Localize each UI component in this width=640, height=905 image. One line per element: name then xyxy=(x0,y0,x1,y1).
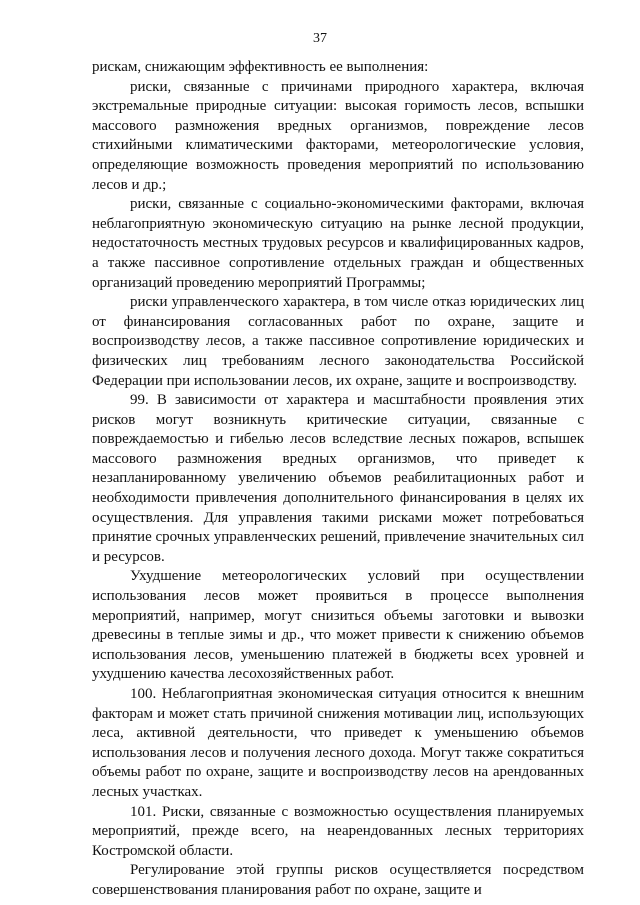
paragraph-risk-regulation: Регулирование этой группы рисков осуществляется посредством совершенствования планирования работ по охране, защите и xyxy=(92,862,584,898)
paragraph-management-risks: риски управленческого характера, в том числе отказ юридических лиц от финансирования согласованных работ по охране, защите и воспроизводству лесов, а также пассивное сопротивление юридических и физических лиц требованиям лесного законодательства Российской Федерации при использовании лесов, их охране, защите и воспроизводству. xyxy=(92,294,584,389)
page-number: 37 xyxy=(313,31,327,46)
paragraph-socioeconomic-risks: риски, связанные с социально-экономическими факторами, включая неблагоприятную экономическую ситуацию на рынке лесной продукции, недостаточность местных трудовых ресурсов и квалифицированных кадров, а также пассивное сопротивление отдельных граждан и общественных организаций проведению мероприятий Программы; xyxy=(92,196,584,291)
document-body xyxy=(92,58,584,901)
paragraph-weather-conditions: Ухудшение метеорологических условий при осуществлении использования лесов может проявиться в процессе выполнения мероприятий, например, могут снизиться объемы заготовки и вывозки древесины в теплые зимы и др., что может привести к снижению объемов использования лесов, уменьшению платежей в бюджеты всех уровней и ухудшению качества лесохозяйственных работ. xyxy=(92,568,584,683)
paragraph-risks-intro: рискам, снижающим эффективность ее выполнения: xyxy=(92,59,429,75)
paragraph-item-99: 99. В зависимости от характера и масштабности проявления этих рисков могут возникнуть критические ситуации, связанные с повреждаемостью и гибелью лесов вследствие лесных пожаров, вспышек массового размножения вредных организмов, что приведет к незапланированному увеличению объемов реабилитационных работ и необходимости привлечения дополнительного финансирования в целях их осуществления. Для управления такими рисками может потребоваться принятие срочных управленческих решений, привлечение значительных сил и ресурсов. xyxy=(92,392,584,565)
paragraph-natural-risks: риски, связанные с причинами природного характера, включая экстремальные природные ситуации: высокая горимость лесов, вспышки массового размножения вредных организмов, повреждение лесов стихийными климатическими факторами, метеорологические условия, определяющие возможность проведения мероприятий по использованию лесов и др.; xyxy=(92,78,584,193)
paragraph-item-101: 101. Риски, связанные с возможностью осуществления планируемых мероприятий, прежде всего, на неарендованных лесных территориях Костромской области. xyxy=(92,803,584,859)
paragraph-item-100: 100. Неблагоприятная экономическая ситуация относится к внешним факторам и может стать причиной снижения мотивации лиц, использующих леса, активной деятельности, что приведет к уменьшению объемов использования лесов и получения лесного дохода. Могут также сократиться объемы работ по охране, защите и воспроизводству лесов на арендованных лесных участках. xyxy=(92,686,584,800)
